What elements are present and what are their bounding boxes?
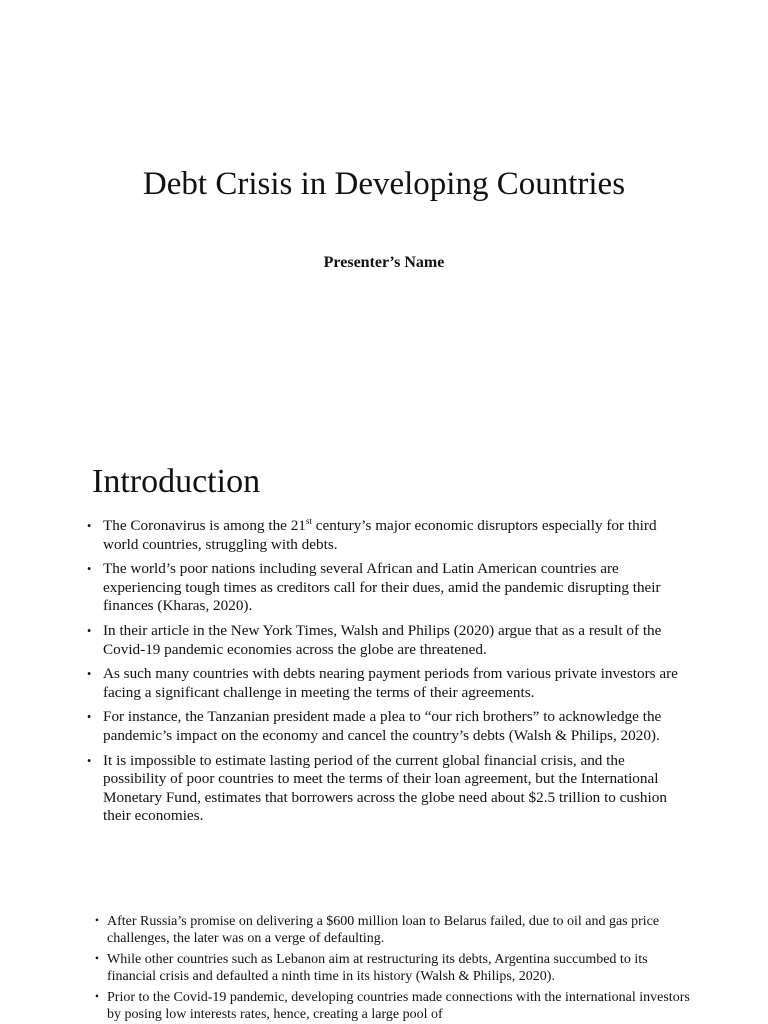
bullet-item xyxy=(87,665,687,702)
ordinal-superscript: st xyxy=(305,515,312,526)
bullet-icon: • xyxy=(87,519,92,533)
bullet-icon: • xyxy=(87,667,92,682)
bullet-icon: • xyxy=(87,562,92,577)
continuation-slide xyxy=(0,880,768,1024)
introduction-slide xyxy=(0,420,768,880)
bullet-text: The world’s poor nations including several African and Latin American countries are experiencing tough times as creditors call for their dues, amid the pandemic disrupting their finances (Kharas, 2020). xyxy=(103,560,661,615)
bullet-item xyxy=(87,560,687,616)
bullet-icon: • xyxy=(95,915,99,927)
bullet-icon: • xyxy=(87,753,92,768)
bullet-text: In their article in the New York Times, Walsh and Philips (2020) argue that as a result of the Covid-19 pandemic economies across the globe are threatened. xyxy=(103,621,662,658)
bullet-text: As such many countries with debts nearing payment periods from various private investors are facing a significant challenge in meeting the terms of their agreements. xyxy=(103,665,678,701)
bullet-icon: • xyxy=(95,991,99,1003)
bullet-item xyxy=(87,517,687,554)
bullet-text: For instance, the Tanzanian president made a plea to “our rich brothers” to acknowledge the pandemic’s impact on the economy and cancel the country’s debts (Walsh & Philips, 2020). xyxy=(103,708,662,744)
bullet-icon: • xyxy=(87,623,92,638)
bullet-text: It is impossible to estimate lasting period of the current global financial crisis, and the possibility of poor countries to meet the terms of their loan agreement, but the International Monetary Fund, estimates that borrowers across the globe need about $2.5 trillion to cushion their economies. xyxy=(103,751,667,825)
title-slide xyxy=(0,0,768,420)
bullet-item xyxy=(95,989,695,1023)
bullet-list xyxy=(95,913,695,1024)
section-heading: Introduction xyxy=(92,463,261,500)
presentation-title: Debt Crisis in Developing Countries xyxy=(142,166,626,202)
bullet-item xyxy=(87,752,687,826)
bullet-icon: • xyxy=(87,710,92,725)
bullet-text: Prior to the Covid-19 pandemic, developing countries made connections with the international investors by posing low interests rates, hence, creating a large pool of xyxy=(107,990,690,1022)
presenter-name: Presenter’s Name xyxy=(323,254,445,271)
bullet-icon: • xyxy=(95,953,99,965)
bullet-text: The Coronavirus is among the 21st century’s major economic disruptors especially for third world countries, struggling with debts. xyxy=(103,515,657,553)
bullet-item xyxy=(87,708,687,745)
bullet-item xyxy=(95,951,695,985)
bullet-text: While other countries such as Lebanon aim at restructuring its debts, Argentina succumbed to its financial crisis and defaulted a ninth time in its history (Walsh & Philips, 2020). xyxy=(107,952,648,984)
bullet-list xyxy=(87,517,687,832)
bullet-item xyxy=(95,913,695,947)
bullet-text: After Russia’s promise on delivering a $600 million loan to Belarus failed, due to oil and gas price challenges, the later was on a verge of defaulting. xyxy=(107,914,660,946)
bullet-item xyxy=(87,622,687,659)
